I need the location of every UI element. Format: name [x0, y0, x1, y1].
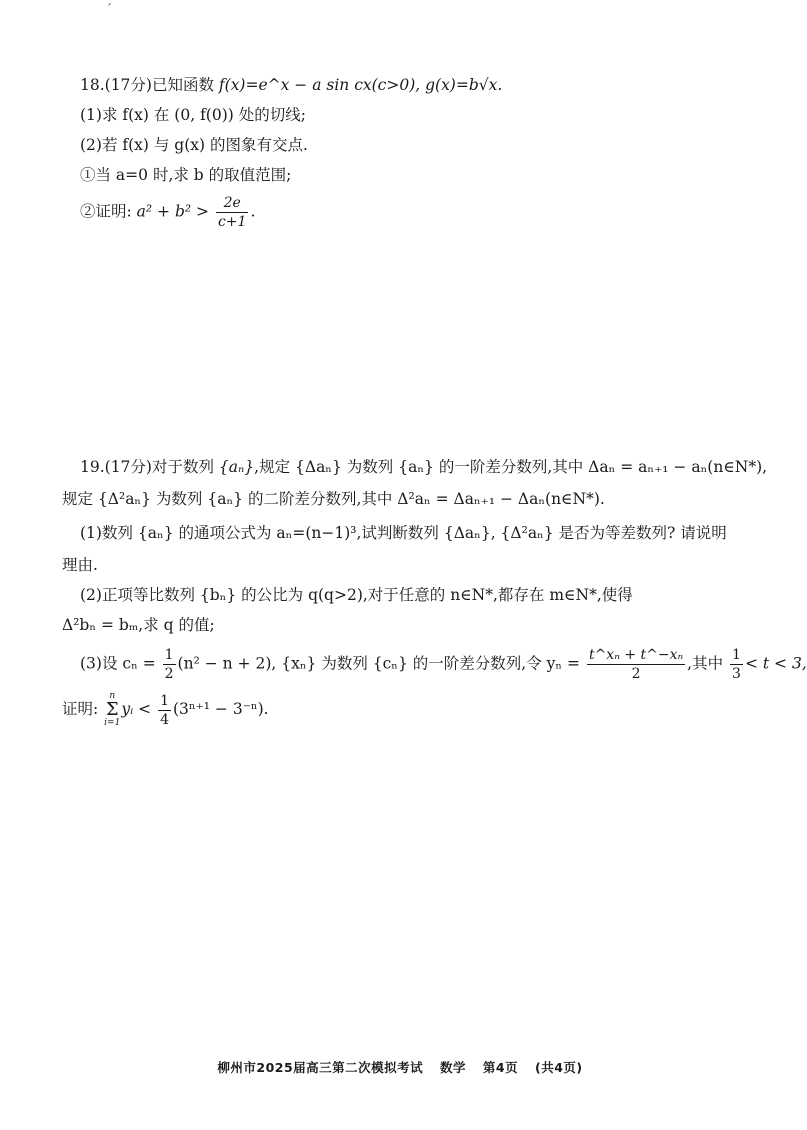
corner-mark: ˊ — [106, 2, 112, 16]
q18-stem: 18.(17分)已知函数 f(x)=e^x − a sin cx(c>0), g(x)=b√x. — [80, 76, 503, 94]
q18-function: f(x)=e^x − a sin cx(c>0), g(x)=b√x — [218, 76, 498, 94]
q19-part3-cn: (3)设 cₙ = — [80, 654, 156, 673]
q19-part2-cont: Δ²bₙ = bₘ,求 q 的值; — [62, 616, 215, 634]
q19-sum-lower: i=1 — [104, 718, 121, 728]
q18-part2: (2)若 f(x) 与 g(x) 的图象有交点. — [80, 136, 308, 154]
q19-part3-proof — [62, 692, 269, 728]
footer-page-number: 第4页 — [482, 1060, 519, 1075]
q19-definition-1: ,规定 {Δaₙ} 为数列 {aₙ} 的一阶差分数列,其中 Δaₙ = aₙ₊₁ − aₙ(n∈N*), — [254, 458, 768, 476]
q18-sub2: ②证明: a² + b² > $\frac{2e}{c+1}$ . — [80, 195, 256, 230]
q19-quarter-denominator: 4 — [160, 711, 169, 728]
q19-part2: (2)正项等比数列 {bₙ} 的公比为 q(q>2),对于任意的 n∈N*,都存在 m∈N*,使得 — [80, 586, 633, 604]
q19-stem — [80, 456, 767, 478]
q19-quarter-fraction — [158, 694, 171, 727]
q18-fraction-numerator: 2e — [223, 195, 241, 211]
footer-subject: 数学 — [440, 1060, 467, 1075]
q19-part3 — [80, 648, 807, 681]
q19-summation — [104, 692, 120, 728]
q19-definition-2: 规定 {Δ²aₙ} 为数列 {aₙ} 的二阶差分数列,其中 Δ²aₙ = Δaₙ₊₁ − Δaₙ(n∈N*). — [62, 490, 605, 508]
q19-half-denominator: 2 — [164, 666, 174, 682]
q19-part3-text: (n² − n + 2), {xₙ} 为数列 {cₙ} 的一阶差分数列,令 yₙ = — [177, 654, 581, 673]
q19-t-fraction — [730, 648, 743, 681]
q18-fraction-denominator: c+1 — [217, 214, 247, 230]
q19-sum-upper: n — [109, 691, 116, 701]
q18-sub2-inequality: a² + b² > — [136, 202, 210, 221]
footer-exam-title: 柳州市2025届高三第二次模拟考试 — [217, 1060, 424, 1075]
q19-head: 19.(17分)对于数列 — [80, 458, 214, 476]
q18-sub1: ①当 a=0 时,求 b 的取值范围; — [80, 166, 292, 184]
q19-y-numerator: t^xₙ + t^−xₙ — [588, 647, 684, 663]
q18-head: 18.(17分)已知函数 — [80, 76, 214, 94]
q19-half-numerator: 1 — [164, 647, 174, 663]
q18-fraction — [216, 196, 248, 229]
q19-sum-sigma: Σ — [105, 699, 119, 720]
q19-t-numerator: 1 — [732, 647, 741, 663]
page-footer — [0, 1058, 800, 1076]
q18-part1: (1)求 f(x) 在 (0, f(0)) 处的切线; — [80, 106, 306, 124]
q19-half-fraction — [163, 648, 176, 681]
q19-y-denominator: 2 — [587, 664, 685, 681]
footer-page-total: (共4页) — [534, 1060, 583, 1075]
q19-proof-rhs: (3ⁿ⁺¹ − 3⁻ⁿ). — [172, 700, 269, 718]
q18-sub2-prefix: ②证明: — [80, 202, 132, 221]
q19-part3-where: ,其中 — [687, 654, 724, 673]
q19-t-range: < t < 3, — [744, 654, 807, 673]
q19-t-denominator: 3 — [732, 666, 741, 682]
q19-quarter-numerator: 1 — [160, 692, 169, 709]
q19-y-fraction — [587, 648, 685, 681]
q19-part1-cont: 理由. — [62, 556, 98, 574]
q19-proof-prefix: 证明: — [62, 700, 99, 718]
q19-proof-lhs: yᵢ < — [121, 700, 152, 718]
q19-part1: (1)数列 {aₙ} 的通项公式为 aₙ=(n−1)³,试判断数列 {Δaₙ}, {Δ²aₙ} 是否为等差数列? 请说明 — [80, 524, 727, 542]
q19-sequence: {aₙ} — [218, 458, 255, 476]
